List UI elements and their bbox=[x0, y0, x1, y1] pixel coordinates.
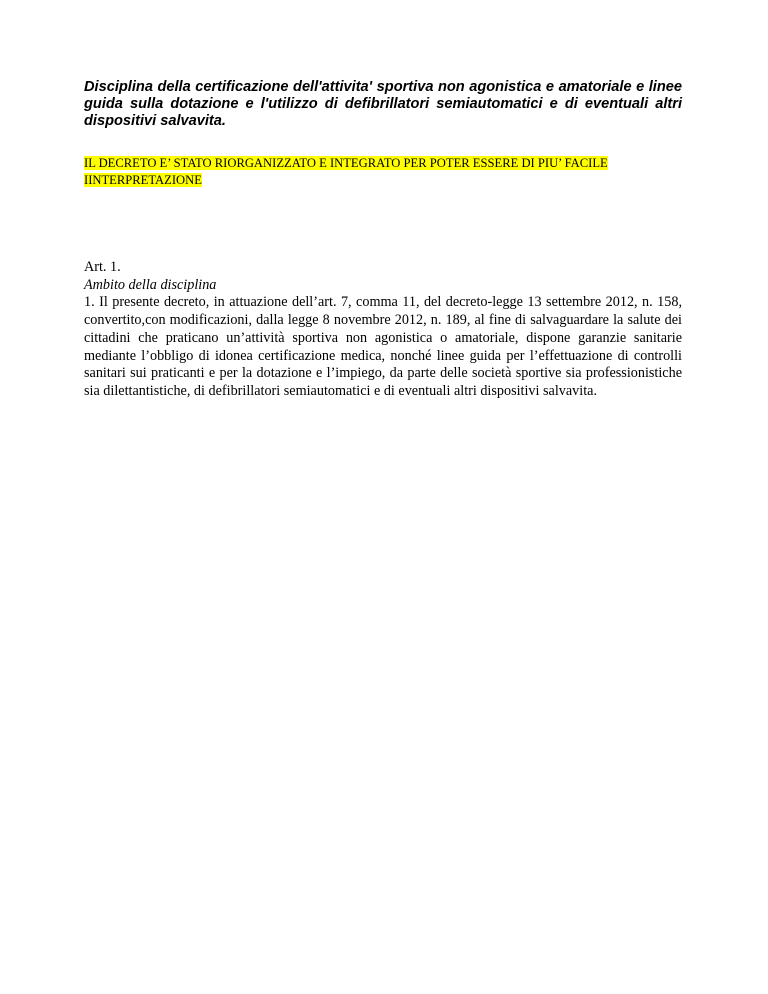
article-heading: Ambito della disciplina bbox=[84, 276, 217, 293]
highlighted-note-line-2: IINTERPRETAZIONE bbox=[84, 173, 202, 187]
article-number: Art. 1. bbox=[84, 259, 121, 275]
article-body: 1. Il presente decreto, in attuazione dell’art. 7, comma 11, del decreto-legge 13 settembre 2012, n. 158, convertito,con modificazioni, dalla legge 8 novembre 2012, n. 189, al fine di salvaguardare la salute dei cittadini che praticano un’attività sportiva non agonistica o amatoriale, dispone garanzie sanitarie mediante l’obbligo di idonea certificazione medica, nonché linee guida per l’effettuazione di controlli sanitari sui praticanti e per la dotazione e l’impiego, da parte delle società sportive sia professionistiche sia dilettantistiche, di defibrillatori semiautomatici e di eventuali altri dispositivi salvavita. bbox=[84, 294, 682, 399]
document-title: Disciplina della certificazione dell'attivita' sportiva non agonistica e amatoriale e linee guida sulla dotazione e l'utilizzo di defibrillatori semiautomatici e di eventuali altri dispositivi salvavita. bbox=[84, 79, 682, 129]
highlighted-note bbox=[84, 155, 704, 189]
highlighted-note-line-1: IL DECRETO E’ STATO RIORGANIZZATO E INTEGRATO PER POTER ESSERE DI PIU’ FACILE bbox=[84, 156, 608, 170]
article-1 bbox=[84, 259, 682, 401]
